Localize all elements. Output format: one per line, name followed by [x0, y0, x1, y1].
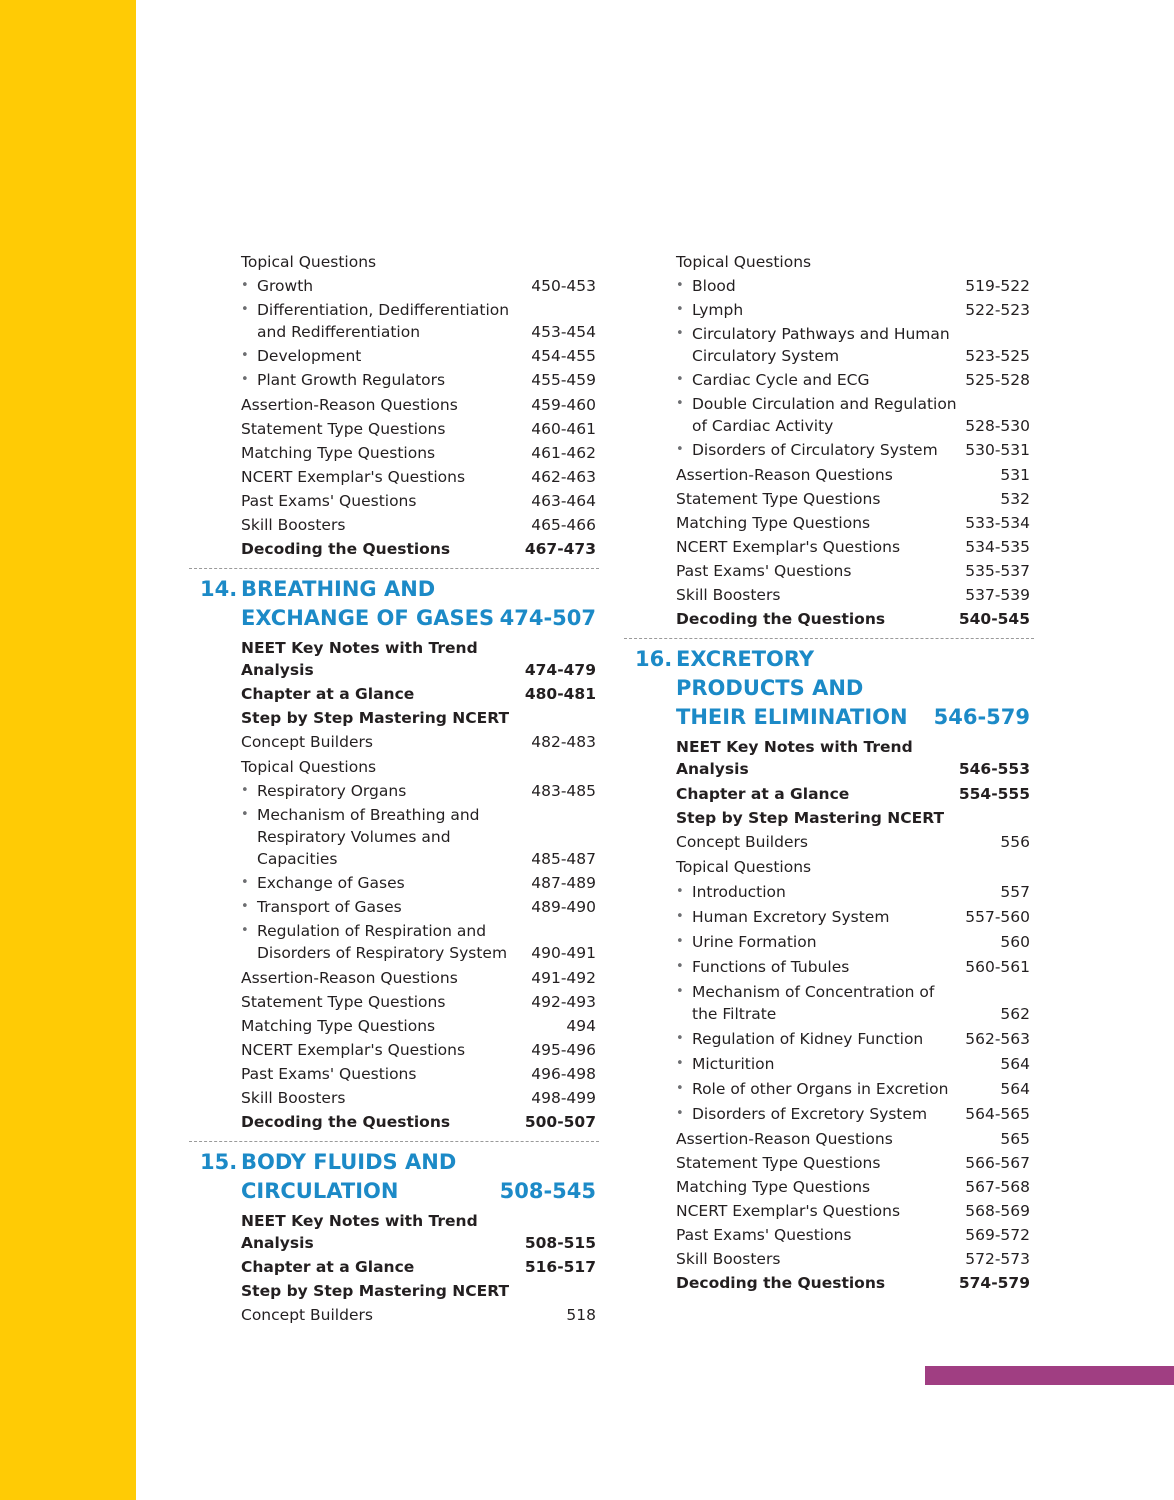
toc-entry[interactable]: NCERT Exemplar's Questions 568-569	[676, 1202, 1030, 1220]
toc-entry[interactable]: • Introduction 557	[676, 881, 1030, 903]
toc-entry[interactable]: Statement Type Questions 460-461	[241, 420, 596, 438]
toc-entry[interactable]: Assertion-Reason Questions 491-492	[241, 969, 596, 987]
toc-entry[interactable]: Assertion-Reason Questions 531	[676, 466, 1030, 484]
toc-entry[interactable]: Statement Type Questions 492-493	[241, 993, 596, 1011]
toc-entry[interactable]: • Regulation of Kidney Function 562-563	[676, 1028, 1030, 1050]
chapter-page-range: 508-545	[499, 1179, 596, 1203]
toc-entry[interactable]: Past Exams' Questions 535-537	[676, 562, 1030, 580]
toc-entry[interactable]: Skill Boosters 537-539	[676, 586, 1030, 604]
section-divider	[189, 568, 599, 569]
toc-section-label: Step by Step Mastering NCERT	[241, 1282, 510, 1300]
chapter-number: 15.	[200, 1150, 238, 1174]
toc-entry[interactable]: Matching Type Questions 494	[241, 1017, 596, 1035]
toc-entry[interactable]: • Disorders of Excretory System 564-565	[676, 1103, 1030, 1125]
toc-left-column	[200, 251, 596, 1328]
chapter-page-range: 546-579	[933, 705, 1030, 729]
section-divider	[189, 1141, 599, 1142]
toc-entry[interactable]: • Double Circulation and Regulation of Cardiac Activity 528-530	[676, 393, 1030, 437]
toc-entry[interactable]: Matching Type Questions 461-462	[241, 444, 596, 462]
chapter-number: 14.	[200, 577, 238, 601]
toc-entry[interactable]: • Disorders of Circulatory System 530-531	[676, 439, 1030, 461]
toc-entry[interactable]: • Functions of Tubules 560-561	[676, 956, 1030, 978]
topical-questions-heading: Topical Questions	[676, 253, 812, 271]
toc-entry[interactable]: • Micturition 564	[676, 1053, 1030, 1075]
purple-accent-bar	[925, 1366, 1174, 1385]
chapter-title: EXCRETORY PRODUCTS AND THEIR ELIMINATION	[676, 647, 908, 729]
toc-entry[interactable]: Decoding the Questions 540-545	[676, 610, 1030, 628]
topical-questions-heading: Topical Questions	[241, 758, 377, 776]
toc-entry[interactable]: Assertion-Reason Questions 565	[676, 1130, 1030, 1148]
toc-entry[interactable]: • Respiratory Organs 483-485	[241, 780, 596, 802]
toc-entry[interactable]: • Blood 519-522	[676, 275, 1030, 297]
toc-entry[interactable]: Decoding the Questions 500-507	[241, 1113, 596, 1131]
toc-entry[interactable]: • Differentiation, Dedifferentiation and Redifferentiation 453-454	[241, 299, 596, 343]
chapter-number: 16.	[635, 647, 673, 671]
toc-entry[interactable]: • Exchange of Gases 487-489	[241, 872, 596, 894]
toc-section-label: Step by Step Mastering NCERT	[241, 709, 510, 727]
toc-entry[interactable]: • Lymph 522-523	[676, 299, 1030, 321]
toc-entry[interactable]: Skill Boosters 498-499	[241, 1089, 596, 1107]
toc-entry[interactable]: • Regulation of Respiration and Disorders of Respiratory System 490-491	[241, 920, 596, 964]
chapter-heading-15[interactable]	[200, 1148, 596, 1206]
toc-entry[interactable]: Matching Type Questions 567-568	[676, 1178, 1030, 1196]
toc-entry[interactable]: • Cardiac Cycle and ECG 525-528	[676, 369, 1030, 391]
toc-entry[interactable]: NCERT Exemplar's Questions 534-535	[676, 538, 1030, 556]
topical-questions-heading: Topical Questions	[241, 253, 377, 271]
toc-entry[interactable]: • Mechanism of Concentration of the Filtrate 562	[676, 981, 1030, 1025]
toc-entry[interactable]: NEET Key Notes with Trend Analysis 508-515	[241, 1212, 596, 1252]
toc-entry[interactable]: • Role of other Organs in Excretion 564	[676, 1078, 1030, 1100]
toc-entry[interactable]: Past Exams' Questions 463-464	[241, 492, 596, 510]
toc-entry[interactable]: NEET Key Notes with Trend Analysis 474-479	[241, 639, 596, 679]
toc-entry[interactable]: Skill Boosters 465-466	[241, 516, 596, 534]
toc-entry[interactable]: Statement Type Questions 566-567	[676, 1154, 1030, 1172]
toc-entry[interactable]: • Circulatory Pathways and Human Circulatory System 523-525	[676, 323, 1030, 367]
toc-entry[interactable]: Matching Type Questions 533-534	[676, 514, 1030, 532]
toc-entry[interactable]: NCERT Exemplar's Questions 495-496	[241, 1041, 596, 1059]
toc-section-label: Step by Step Mastering NCERT	[676, 809, 945, 827]
toc-entry[interactable]: Concept Builders 482-483	[241, 733, 596, 751]
toc-entry[interactable]: • Plant Growth Regulators 455-459	[241, 369, 596, 391]
topical-questions-heading: Topical Questions	[676, 858, 812, 876]
toc-entry[interactable]: Chapter at a Glance 516-517	[241, 1258, 596, 1276]
toc-entry[interactable]: Past Exams' Questions 569-572	[676, 1226, 1030, 1244]
toc-entry[interactable]: Chapter at a Glance 554-555	[676, 785, 1030, 803]
section-divider	[624, 638, 1034, 639]
chapter-title: BREATHING AND EXCHANGE OF GASES	[241, 577, 495, 630]
toc-entry[interactable]: • Urine Formation 560	[676, 931, 1030, 953]
toc-entry[interactable]: Decoding the Questions 574-579	[676, 1274, 1030, 1292]
toc-entry[interactable]: Concept Builders 556	[676, 833, 1030, 851]
toc-entry[interactable]: • Transport of Gases 489-490	[241, 896, 596, 918]
toc-entry[interactable]: Concept Builders 518	[241, 1306, 596, 1324]
toc-entry[interactable]: NEET Key Notes with Trend Analysis 546-553	[676, 738, 1030, 778]
chapter-title: BODY FLUIDS AND CIRCULATION	[241, 1150, 457, 1203]
chapter-heading-14[interactable]	[200, 575, 596, 633]
chapter-heading-16[interactable]	[635, 645, 1030, 732]
toc-entry[interactable]: NCERT Exemplar's Questions 462-463	[241, 468, 596, 486]
toc-entry[interactable]: Past Exams' Questions 496-498	[241, 1065, 596, 1083]
toc-entry[interactable]: • Human Excretory System 557-560	[676, 906, 1030, 928]
chapter-page-range: 474-507	[499, 606, 596, 630]
toc-entry[interactable]: • Growth 450-453	[241, 275, 596, 297]
toc-entry[interactable]: Skill Boosters 572-573	[676, 1250, 1030, 1268]
toc-entry[interactable]: Assertion-Reason Questions 459-460	[241, 396, 596, 414]
toc-entry[interactable]: Chapter at a Glance 480-481	[241, 685, 596, 703]
yellow-spine-band	[0, 0, 136, 1500]
toc-entry[interactable]: • Mechanism of Breathing and Respiratory Volumes and Capacities 485-487	[241, 804, 596, 870]
toc-right-column	[635, 251, 1030, 1296]
toc-entry[interactable]: Statement Type Questions 532	[676, 490, 1030, 508]
toc-entry[interactable]: • Development 454-455	[241, 345, 596, 367]
toc-entry[interactable]: Decoding the Questions 467-473	[241, 540, 596, 558]
